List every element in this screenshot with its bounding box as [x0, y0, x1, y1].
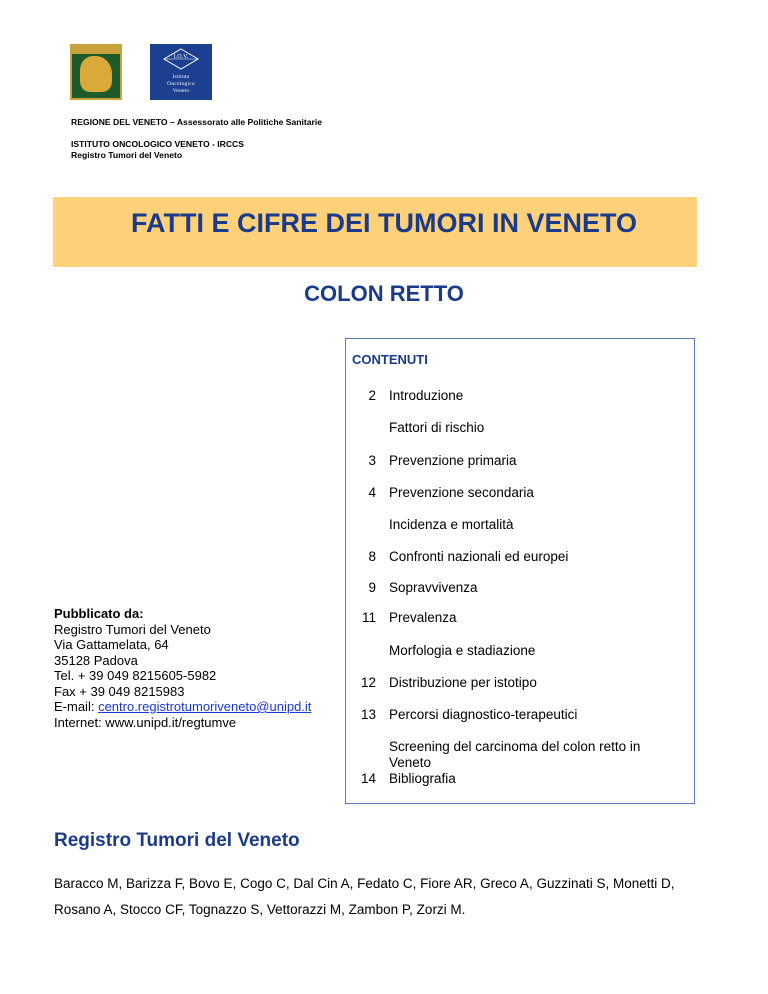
toc-item[interactable]: Bibliografia: [389, 771, 456, 786]
regione-veneto-logo: [70, 44, 122, 100]
toc-item[interactable]: Fattori di rischio: [389, 420, 485, 435]
toc-item[interactable]: Sopravvivenza: [389, 580, 478, 595]
toc-page-number: 2: [368, 388, 376, 403]
toc-item[interactable]: Screening del carcinoma del colon retto in Veneto: [389, 739, 641, 770]
email-link[interactable]: centro.registrotumoriveneto@unipd.it: [98, 699, 312, 714]
lion-icon: [80, 56, 112, 92]
document-title: FATTI E CIFRE DEI TUMORI IN VENETO: [130, 208, 638, 238]
toc-page-number: 8: [368, 549, 376, 564]
publisher-internet: Internet: www.unipd.it/regtumve: [54, 714, 237, 730]
iov-line-2: Oncologico: [167, 81, 195, 87]
toc-item[interactable]: Incidenza e mortalità: [389, 517, 514, 532]
registry-title: Registro Tumori del Veneto: [54, 830, 300, 851]
publisher-tel: Tel. + 39 049 8215605-5982: [54, 668, 217, 683]
toc-page-number: 14: [360, 771, 376, 786]
toc-item[interactable]: Distribuzione per istotipo: [389, 675, 537, 690]
toc-item[interactable]: Introduzione: [389, 388, 464, 403]
iov-logo-text: I.O.V.: [173, 54, 189, 60]
publisher-email-line: [54, 699, 311, 715]
toc-page-number: 12: [360, 675, 376, 690]
toc-item[interactable]: Prevenzione secondaria: [389, 485, 534, 500]
publisher-city: 35128 Padova: [54, 652, 138, 668]
toc-item[interactable]: Prevalenza: [389, 610, 457, 625]
toc-heading: CONTENUTI: [352, 352, 428, 367]
toc-page-number: 13: [360, 707, 376, 722]
document-subtitle: COLON RETTO: [304, 281, 464, 306]
iov-line-1: Istituto: [172, 74, 190, 80]
header-istituto: ISTITUTO ONCOLOGICO VENETO - IRCCS: [71, 139, 244, 149]
publisher-title: Pubblicato da:: [54, 606, 144, 621]
toc-page-number: 9: [368, 580, 376, 595]
header-registro: Registro Tumori del Veneto: [71, 150, 183, 160]
toc-page-number: 4: [368, 485, 376, 500]
toc-box: [345, 338, 695, 804]
logo-band: [72, 46, 120, 54]
toc-item[interactable]: Percorsi diagnostico-terapeutici: [389, 707, 578, 722]
publisher-org: Registro Tumori del Veneto: [54, 621, 211, 637]
iov-emblem-icon: [162, 48, 200, 70]
publisher-street: Via Gattamelata, 64: [54, 637, 169, 652]
toc-page-number: 3: [368, 453, 376, 468]
iov-logo: [150, 44, 212, 100]
toc-item[interactable]: Prevenzione primaria: [389, 453, 517, 468]
authors-list: Baracco M, Barizza F, Bovo E, Cogo C, Dal Cin A, Fedato C, Fiore AR, Greco A, Guzzinati S, Monetti D, Rosano A, Stocco CF, Tognazzo S, Vettorazzi M, Zambon P, Zorzi M.: [54, 876, 675, 917]
iov-line-3: Veneto: [172, 88, 190, 94]
publisher-fax: Fax + 39 049 8215983: [54, 683, 185, 699]
toc-item[interactable]: Morfologia e stadiazione: [389, 643, 536, 658]
publisher-info: [54, 606, 311, 730]
header-regione: REGIONE DEL VENETO – Assessorato alle Politiche Sanitarie: [71, 117, 323, 127]
toc-item[interactable]: Confronti nazionali ed europei: [389, 549, 569, 564]
email-label: E-mail:: [54, 699, 99, 714]
toc-page-number: 11: [361, 610, 376, 625]
